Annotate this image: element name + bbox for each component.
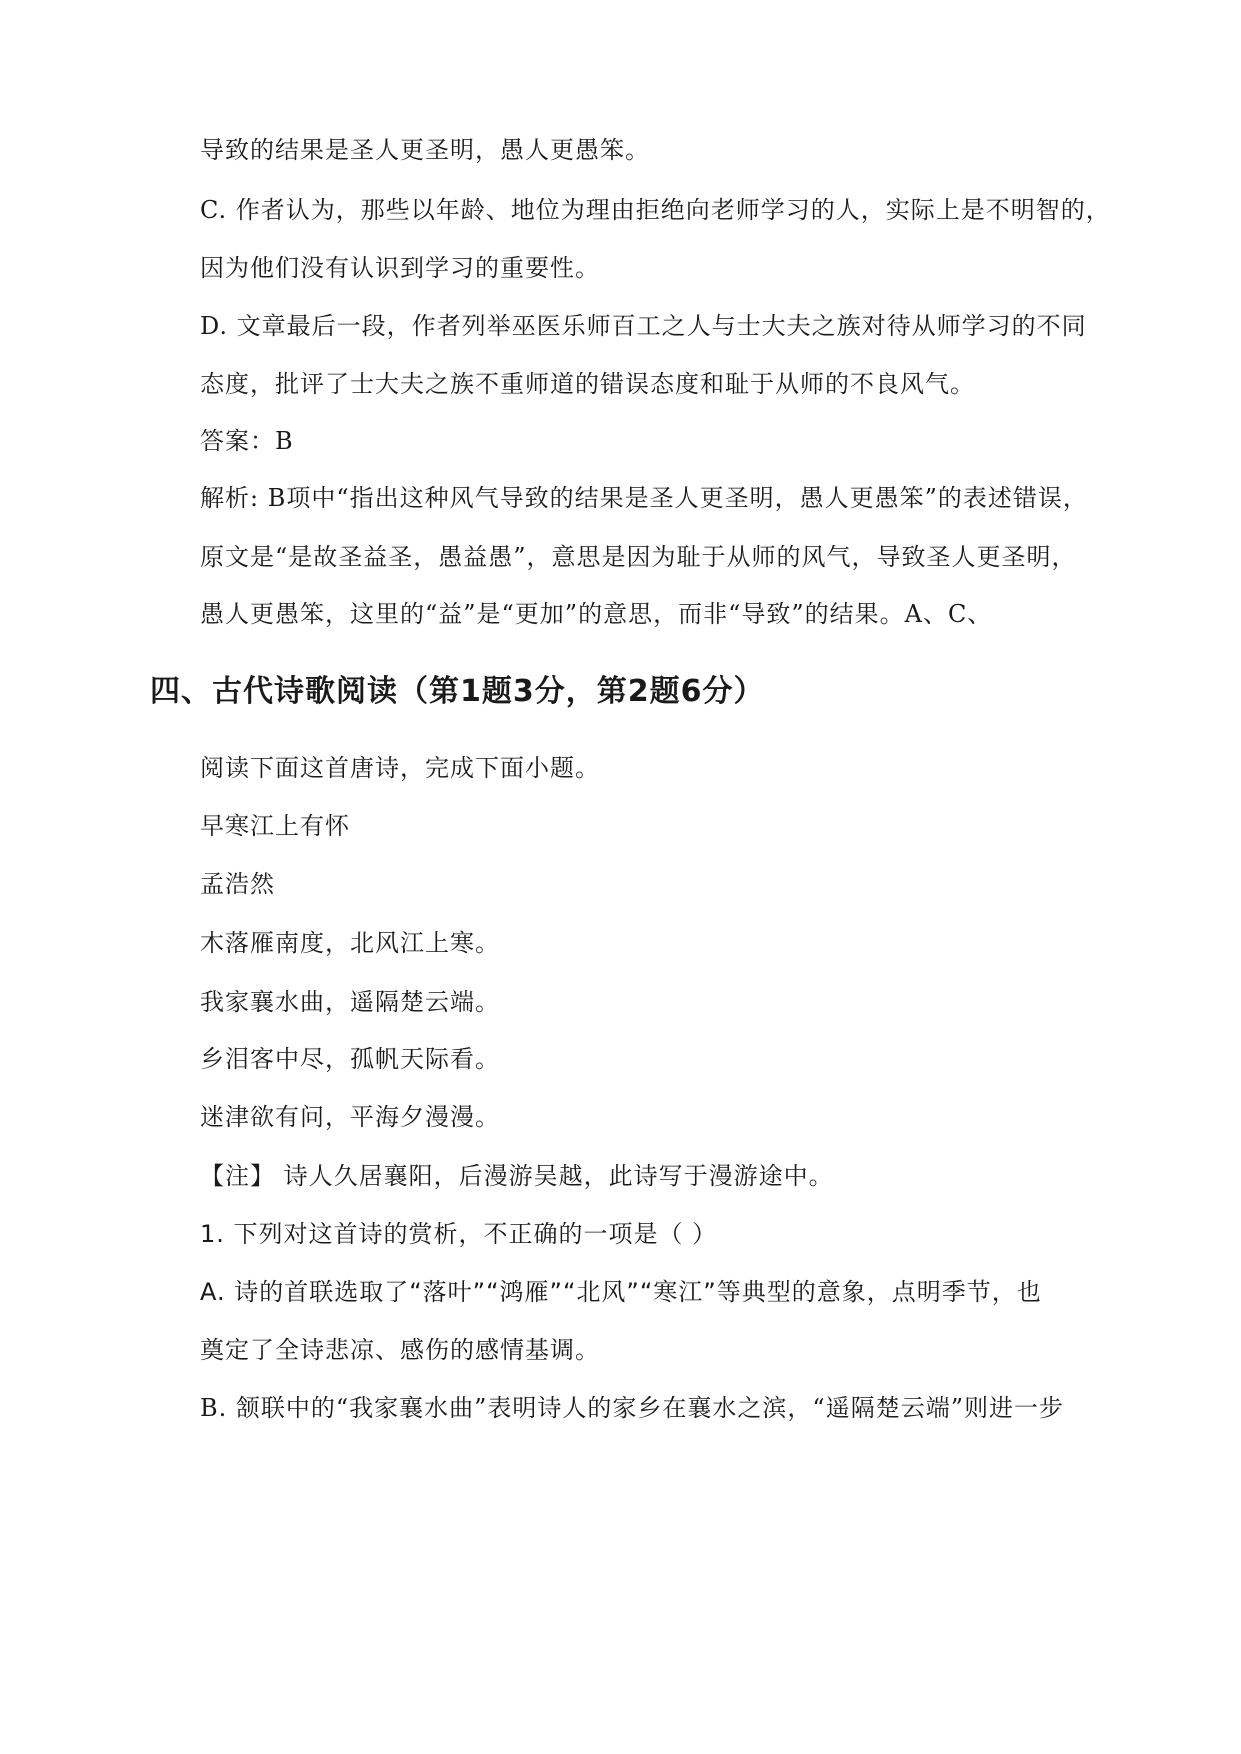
instruction-line: 阅读下面这首唐诗，完成下面小题。 xyxy=(200,754,600,782)
poem-line: 乡泪客中尽，孤帆天际看。 xyxy=(200,1045,500,1073)
text-line: 态度，批评了士大夫之族不重师道的错误态度和耻于从师的不良风气。 xyxy=(200,370,975,398)
text-line: 因为他们没有认识到学习的重要性。 xyxy=(200,254,600,282)
poem-line: 我家襄水曲，遥隔楚云端。 xyxy=(200,988,500,1016)
option-a-line: A. 诗的首联选取了“落叶”“鸿雁”“北风”“寒江”等典型的意象，点明季节，也 xyxy=(200,1278,1042,1306)
text-line: 奠定了全诗悲凉、感伤的感情基调。 xyxy=(200,1336,600,1364)
note-line: 【注】 诗人久居襄阳，后漫游吴越，此诗写于漫游途中。 xyxy=(200,1162,834,1190)
option-c-line: C. 作者认为，那些以年龄、地位为理由拒绝向老师学习的人，实际上是不明智的， xyxy=(200,196,1111,224)
analysis-line: 原文是“是故圣益圣，愚益愚”，意思是因为耻于从师的风气，导致圣人更圣明， xyxy=(200,543,1077,571)
poem-line: 木落雁南度，北风江上寒。 xyxy=(200,929,500,957)
poem-title: 早寒江上有怀 xyxy=(200,812,350,840)
poem-line: 迷津欲有问，平海夕漫漫。 xyxy=(200,1103,500,1131)
analysis-line: 解析: B项中“指出这种风气导致的结果是圣人更圣明，愚人更愚笨”的表述错误， xyxy=(200,484,1088,512)
analysis-line: 愚人更愚笨，这里的“益”是“更加”的意思，而非“导致”的结果。A、C、 xyxy=(200,600,993,628)
option-d-line: D. 文章最后一段，作者列举巫医乐师百工之人与士大夫之族对待从师学习的不同 xyxy=(200,312,1087,340)
option-b-line: B. 颔联中的“我家襄水曲”表明诗人的家乡在襄水之滨，“遥隔楚云端”则进一步 xyxy=(200,1394,1064,1422)
question-1: 1. 下列对这首诗的赏析，不正确的一项是（ ） xyxy=(200,1220,718,1248)
poem-author: 孟浩然 xyxy=(200,870,275,898)
section-heading: 四、古代诗歌阅读（第1题3分，第2题6分） xyxy=(150,674,765,709)
answer-line: 答案：B xyxy=(200,427,294,455)
text-line: 导致的结果是圣人更圣明，愚人更愚笨。 xyxy=(200,136,650,164)
